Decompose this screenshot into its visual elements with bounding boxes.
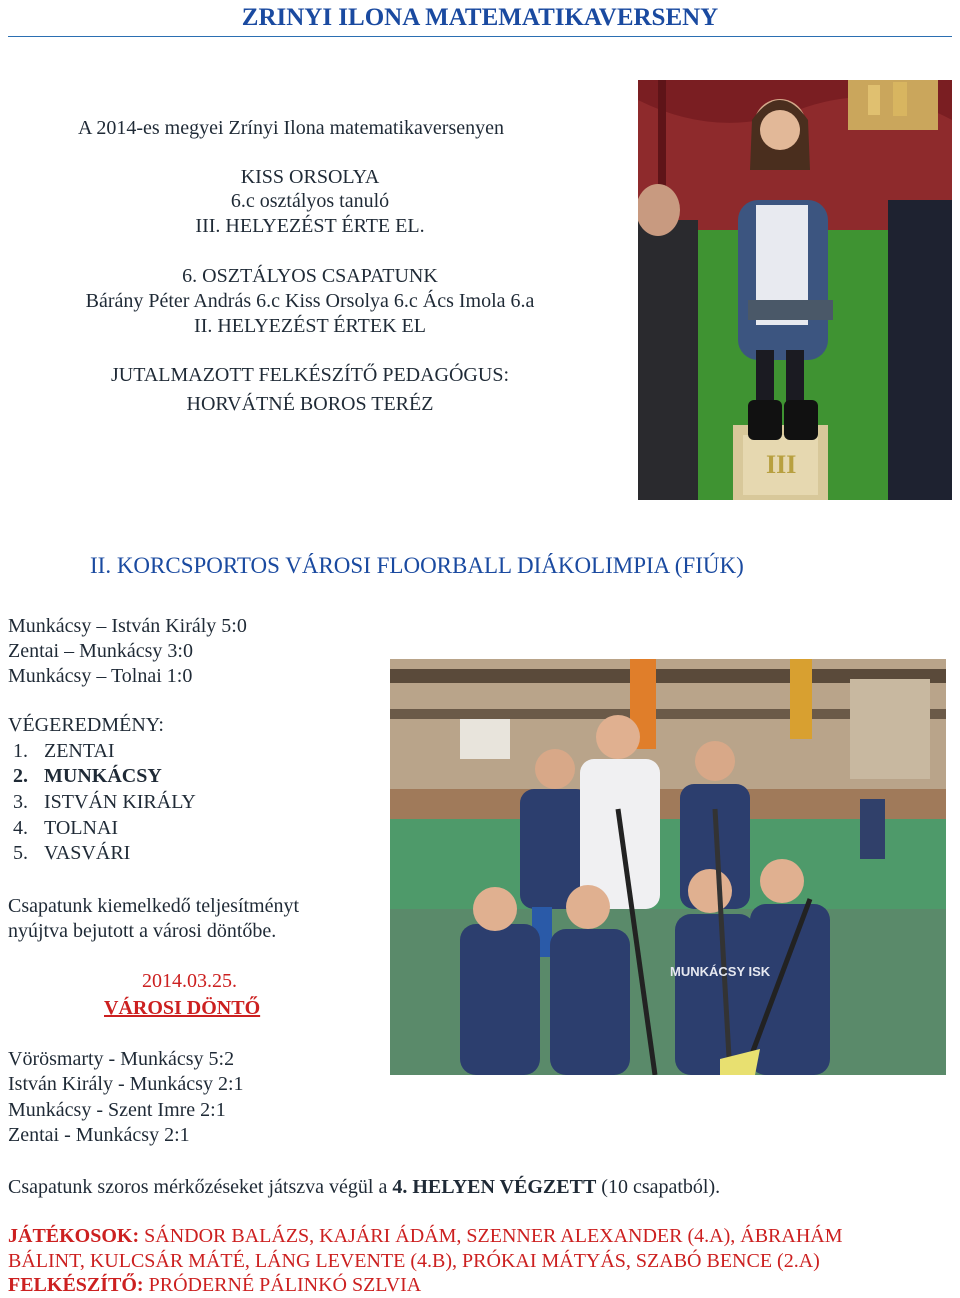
players-line-1 bbox=[8, 1223, 843, 1249]
podium-photo bbox=[638, 80, 952, 500]
standing-rank: 1. bbox=[13, 740, 28, 762]
match-line: Munkácsy – István Király 5:0 bbox=[8, 615, 247, 637]
final-sentence bbox=[8, 1174, 720, 1200]
standing-rank: 2. bbox=[13, 765, 28, 787]
match-line: Zentai – Munkácsy 3:0 bbox=[8, 640, 193, 662]
podium-label: III bbox=[766, 450, 797, 479]
student-result: III. HELYEZÉST ÉRTE EL. bbox=[195, 215, 425, 237]
final-sentence-pre: Csapatunk szoros mérkőzéseket játszva végül a bbox=[8, 1176, 388, 1198]
standing-team: MUNKÁCSY bbox=[44, 765, 162, 787]
team-members: Bárány Péter András 6.c Kiss Orsolya 6.c Ács Imola 6.a bbox=[85, 290, 535, 312]
title-divider bbox=[8, 36, 952, 37]
summary-line: nyújtva bejutott a városi döntőbe. bbox=[8, 920, 277, 942]
final-match-line: Zentai - Munkácsy 2:1 bbox=[8, 1124, 190, 1146]
standing-team: VASVÁRI bbox=[44, 842, 131, 864]
final-match-line: Munkácsy - Szent Imre 2:1 bbox=[8, 1099, 226, 1121]
standing-team: ZENTAI bbox=[44, 740, 115, 762]
team-result: II. HELYEZÉST ÉRTEK EL bbox=[194, 315, 426, 337]
final-sentence-bold: 4. HELYEN VÉGZETT bbox=[392, 1176, 597, 1198]
final-date: 2014.03.25. bbox=[142, 970, 237, 992]
final-match-line: István Király - Munkácsy 2:1 bbox=[8, 1073, 244, 1095]
zrinyi-intro: A 2014-es megyei Zrínyi Ilona matematikaversenyen bbox=[78, 117, 504, 139]
team-heading: 6. OSZTÁLYOS CSAPATUNK bbox=[182, 265, 438, 287]
summary-line: Csapatunk kiemelkedő teljesítményt bbox=[8, 895, 300, 917]
shirt-text: MUNKÁCSY ISK bbox=[670, 964, 771, 979]
standing-item bbox=[13, 763, 162, 789]
student-class: 6.c osztályos tanuló bbox=[230, 190, 390, 212]
standing-rank: 4. bbox=[13, 817, 28, 839]
final-match-line: Vörösmarty - Munkácsy 5:2 bbox=[8, 1048, 235, 1070]
standing-item bbox=[13, 815, 118, 841]
final-sentence-post: (10 csapatból). bbox=[601, 1176, 721, 1198]
players-line-2: BÁLINT, KULCSÁR MÁTÉ, LÁNG LEVENTE (4.B), PRÓKAI MÁTYÁS, SZABÓ BENCE (2.A) bbox=[8, 1250, 820, 1272]
coach-name: PRÓDERNÉ PÁLINKÓ SZLVIA bbox=[148, 1274, 422, 1296]
team-photo bbox=[390, 659, 946, 1075]
final-label: VÁROSI DÖNTŐ bbox=[104, 997, 261, 1019]
standing-item bbox=[13, 840, 130, 866]
teacher-name: HORVÁTNÉ BOROS TERÉZ bbox=[186, 393, 434, 415]
standing-item bbox=[13, 738, 115, 764]
standing-team: TOLNAI bbox=[44, 817, 119, 839]
standing-rank: 5. bbox=[13, 842, 28, 864]
page-title: ZRINYI ILONA MATEMATIKAVERSENY bbox=[241, 4, 719, 31]
match-line: Munkácsy – Tolnai 1:0 bbox=[8, 665, 193, 687]
student-name: KISS ORSOLYA bbox=[240, 166, 380, 188]
teacher-label: JUTALMAZOTT FELKÉSZÍTŐ PEDAGÓGUS: bbox=[110, 364, 510, 386]
floorball-heading: II. KORCSPORTOS VÁROSI FLOORBALL DIÁKOLIMPIA (FIÚK) bbox=[90, 553, 744, 578]
players-label: JÁTÉKOSOK: bbox=[8, 1225, 140, 1247]
coach-line bbox=[8, 1272, 421, 1298]
coach-label: FELKÉSZÍTŐ: bbox=[8, 1274, 144, 1296]
standing-item bbox=[13, 789, 196, 815]
results-label: VÉGEREDMÉNY: bbox=[8, 714, 164, 736]
players-list: SÁNDOR BALÁZS, KAJÁRI ÁDÁM, SZENNER ALEXANDER (4.A), ÁBRAHÁM bbox=[144, 1225, 843, 1247]
standing-rank: 3. bbox=[13, 791, 28, 813]
standing-team: ISTVÁN KIRÁLY bbox=[44, 791, 196, 813]
